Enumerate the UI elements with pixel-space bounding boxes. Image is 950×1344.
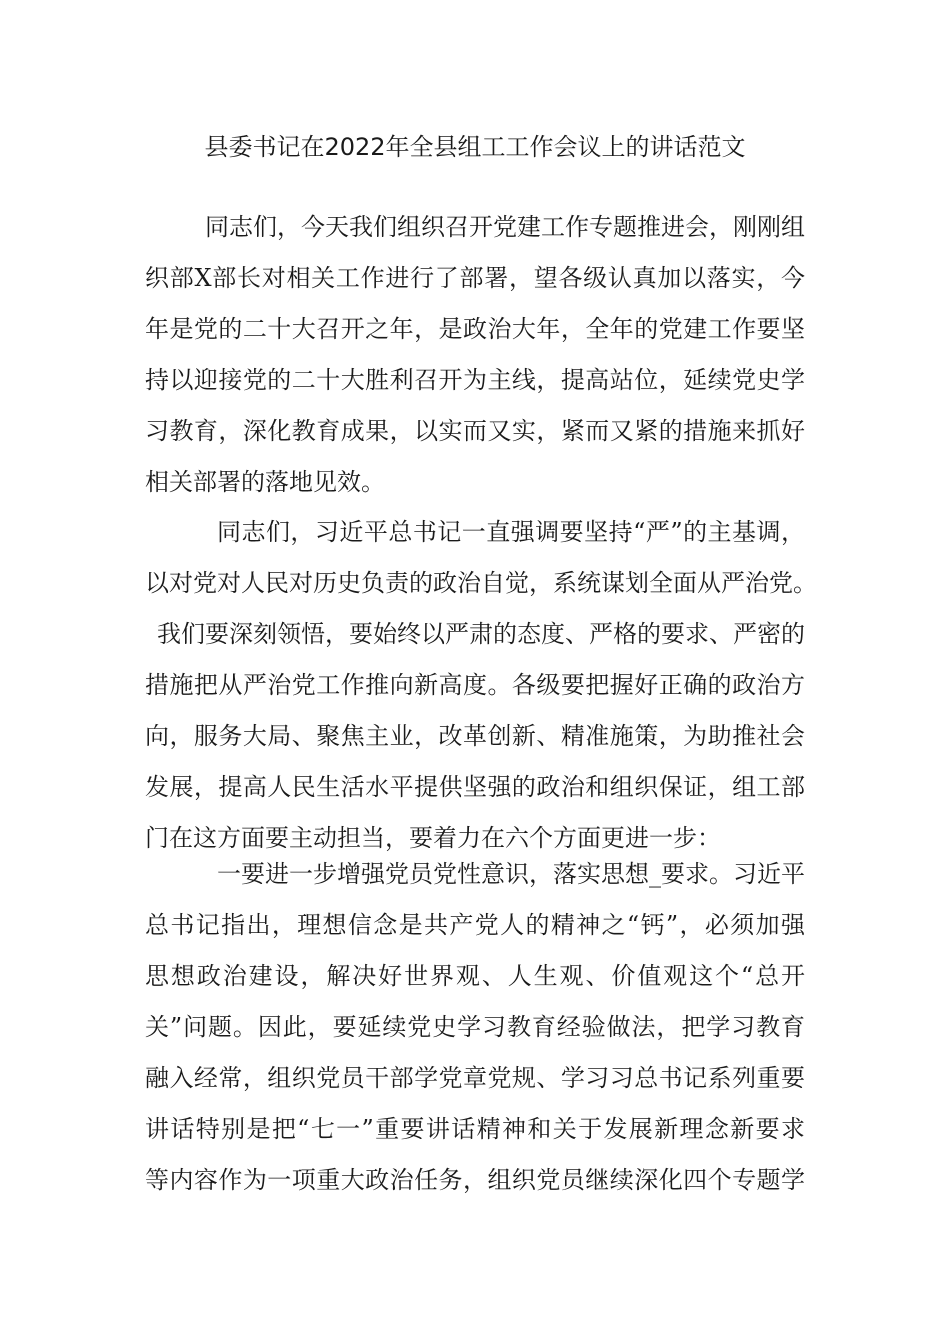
paragraph-line: 持以迎接党的二十大胜利召开为主线，提高站位，延续党史学: [145, 366, 805, 394]
paragraph-line: 关”问题。因此，要延续党史学习教育经验做法，把学习教育: [145, 1013, 805, 1041]
paragraph-line: 等内容作为一项重大政治任务，组织党员继续深化四个专题学: [145, 1166, 805, 1194]
paragraph-line: 同志们，习近平总书记一直强调要坚持“严”的主基调，: [217, 518, 805, 546]
paragraph-line: 一要进一步增强党员党性意识，落实思想_要求。习近平: [217, 860, 805, 888]
paragraph-line: 总书记指出，理想信念是共产党人的精神之“钙”，必须加强: [145, 911, 805, 939]
paragraph-line: 措施把从严治党工作推向新高度。各级要把握好正确的政治方: [145, 671, 805, 699]
paragraph-line: 习教育，深化教育成果，以实而又实，紧而又紧的措施来抓好: [145, 417, 805, 445]
paragraph-3: [145, 849, 805, 1206]
document-title: 县委书记在2022年全县组工工作会议上的讲话范文: [204, 133, 746, 161]
paragraph-line: 年是党的二十大召开之年，是政治大年，全年的党建工作要坚: [145, 315, 805, 343]
paragraph-line: 向，服务大局、聚焦主业，改革创新、精准施策，为助推社会: [145, 722, 805, 750]
paragraph-line: 织部X部长对相关工作进行了部署，望各级认真加以落实，今: [145, 264, 805, 292]
paragraph-line: 门在这方面要主动担当，要着力在六个方面更进一步：: [145, 824, 721, 852]
paragraph-line: 同志们，今天我们组织召开党建工作专题推进会，刚刚组: [205, 213, 805, 241]
paragraph-line: 发展，提高人民生活水平提供坚强的政治和组织保证，组工部: [145, 773, 805, 801]
paragraph-line: 讲话特别是把“七一”重要讲话精神和关于发展新理念新要求: [145, 1115, 805, 1143]
paragraph-2: [145, 507, 817, 864]
paragraph-line: 思想政治建设，解决好世界观、人生观、价值观这个“总开: [145, 962, 805, 990]
paragraph-line: 以对党对人民对历史负责的政治自觉，系统谋划全面从严治党。: [145, 569, 817, 597]
paragraph-line: 融入经常，组织党员干部学党章党规、学习习总书记系列重要: [145, 1064, 805, 1092]
paragraph-line: 我们要深刻领悟，要始终以严肃的态度、严格的要求、严密的: [157, 620, 805, 648]
paragraph-line: 相关部署的落地见效。: [145, 468, 385, 496]
paragraph-1: [145, 202, 805, 508]
